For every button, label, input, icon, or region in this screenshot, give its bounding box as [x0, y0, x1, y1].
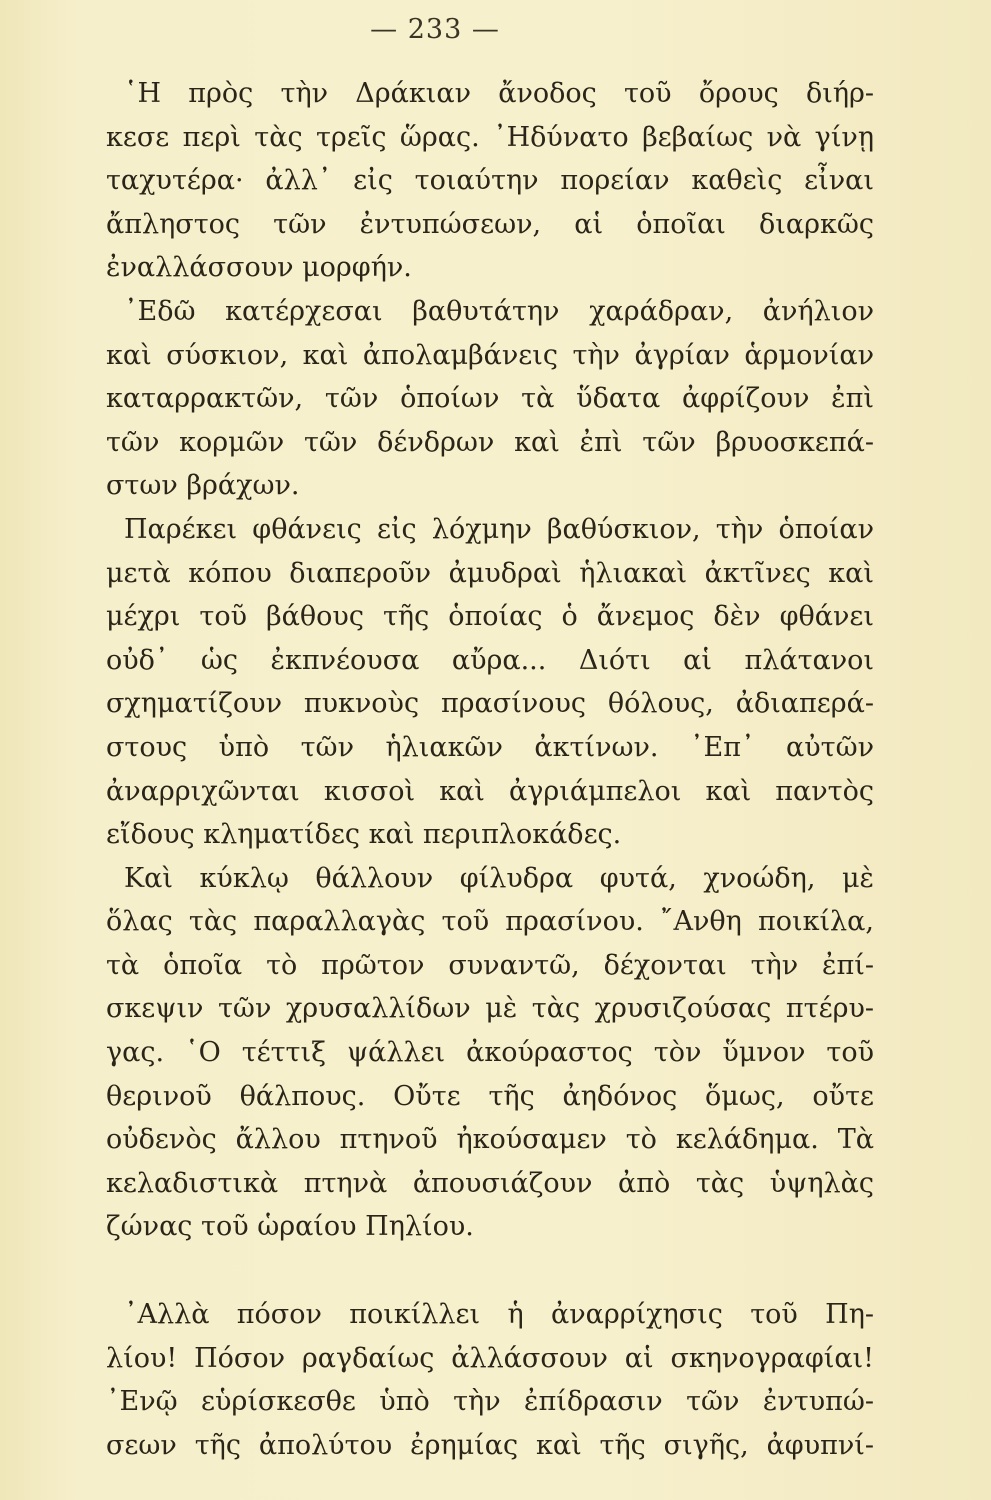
text-line: ἐναλλάσσουν μορφήν. — [106, 252, 412, 284]
text-line: κελαδιστικὰ πτηνὰ ἀπουσιάζουν ἀπὸ τὰς ὑψηλὰς — [106, 1167, 874, 1199]
section-gap — [106, 1249, 874, 1293]
paragraph-ascent — [106, 72, 874, 290]
text-line: θερινοῦ θάλπους. Οὔτε τῆς ἀηδόνος ὅμως, οὔτε — [106, 1080, 874, 1112]
text-line: ᾽Ενῷ εὑρίσκεσθε ὑπὸ τὴν ἐπίδρασιν τῶν ἐντυπώ- — [106, 1386, 874, 1418]
text-line: ταχυτέρα· ἀλλ᾽ εἰς τοιαύτην πορείαν καθεὶς εἶναι — [106, 165, 874, 197]
text-line: σεων τῆς ἀπολύτου ἐρημίας καὶ τῆς σιγῆς, ἀφυπνί- — [106, 1429, 874, 1461]
text-line: οὐδενὸς ἄλλου πτηνοῦ ἠκούσαμεν τὸ κελάδημα. Τὰ — [106, 1124, 874, 1156]
text-line: μέχρι τοῦ βάθους τῆς ὁποίας ὁ ἄνεμος δὲν φθάνει — [106, 601, 874, 633]
text-line: μετὰ κόπου διαπεροῦν ἀμυδραὶ ἡλιακαὶ ἀκτῖνες καὶ — [106, 557, 874, 589]
paragraph-plants — [106, 857, 874, 1249]
text-line: καταρρακτῶν, τῶν ὁποίων τὰ ὕδατα ἀφρίζουν ἐπὶ — [106, 383, 874, 415]
text-line: σκεψιν τῶν χρυσαλλίδων μὲ τὰς χρυσιζούσας πτέρυ- — [106, 993, 874, 1025]
text-line: τὰ ὁποῖα τὸ πρῶτον συναντῶ, δέχονται τὴν ἐπί- — [106, 949, 874, 981]
text-line: οὐδ᾽ ὡς ἐκπνέουσα αὔρα... Διότι αἱ πλάτανοι — [106, 644, 874, 676]
text-line: ἄπληστος τῶν ἐντυπώσεων, αἱ ὁποῖαι διαρκῶς — [106, 208, 874, 240]
text-line: καὶ σύσκιον, καὶ ἀπολαμβάνεις τὴν ἀγρίαν ἁρμονίαν — [106, 339, 874, 371]
text-line: σχηματίζουν πυκνοὺς πρασίνους θόλους, ἀδιαπερά- — [106, 688, 874, 720]
text-line: ῾Η πρὸς τὴν Δράκιαν ἄνοδος τοῦ ὄρους διήρ- — [124, 78, 874, 109]
text-line: εἴδους κληματίδες καὶ περιπλοκάδες. — [106, 819, 622, 851]
text-line: στους ὑπὸ τῶν ἡλιακῶν ἀκτίνων. ᾽Επ᾽ αὐτῶν — [106, 731, 874, 763]
text-line: ὅλας τὰς παραλλαγὰς τοῦ πρασίνου. ῎Ανθη ποικίλα, — [106, 906, 874, 938]
text-line: ἀναρριχῶνται κισσοὶ καὶ ἀγριάμπελοι καὶ παντὸς — [106, 775, 874, 807]
text-line: ζώνας τοῦ ὡραίου Πηλίου. — [106, 1211, 474, 1243]
text-line: λίου! Πόσον ραγδαίως ἀλλάσσουν αἱ σκηνογραφίαι! — [106, 1342, 874, 1374]
text-line: Παρέκει φθάνεις εἰς λόχμην βαθύσκιον, τὴν ὁποίαν — [124, 513, 874, 545]
page-number: — 233 — — [370, 14, 500, 45]
text-line: ᾽Εδῶ κατέρχεσαι βαθυτάτην χαράδραν, ἀνήλιον — [124, 295, 874, 327]
paragraph-pelion — [106, 1293, 874, 1467]
text-line: ᾽Αλλὰ πόσον ποικίλλει ἡ ἀναρρίχησις τοῦ Πη- — [124, 1299, 874, 1331]
text-line: γας. ῾Ο τέττιξ ψάλλει ἀκούραστος τὸν ὕμνον τοῦ — [106, 1037, 874, 1069]
text-line: κεσε περὶ τὰς τρεῖς ὥρας. ᾽Ηδύνατο βεβαίως νὰ γίνῃ — [106, 121, 874, 153]
text-line: Καὶ κύκλῳ θάλλουν φίλυδρα φυτά, χνοώδη, μὲ — [124, 862, 874, 894]
text-line: τῶν κορμῶν τῶν δένδρων καὶ ἐπὶ τῶν βρυοσκεπά- — [106, 426, 874, 458]
text-line: στων βράχων. — [106, 470, 300, 502]
paragraph-ravine — [106, 290, 874, 508]
paragraph-thicket — [106, 508, 874, 857]
body-text — [106, 72, 874, 1467]
